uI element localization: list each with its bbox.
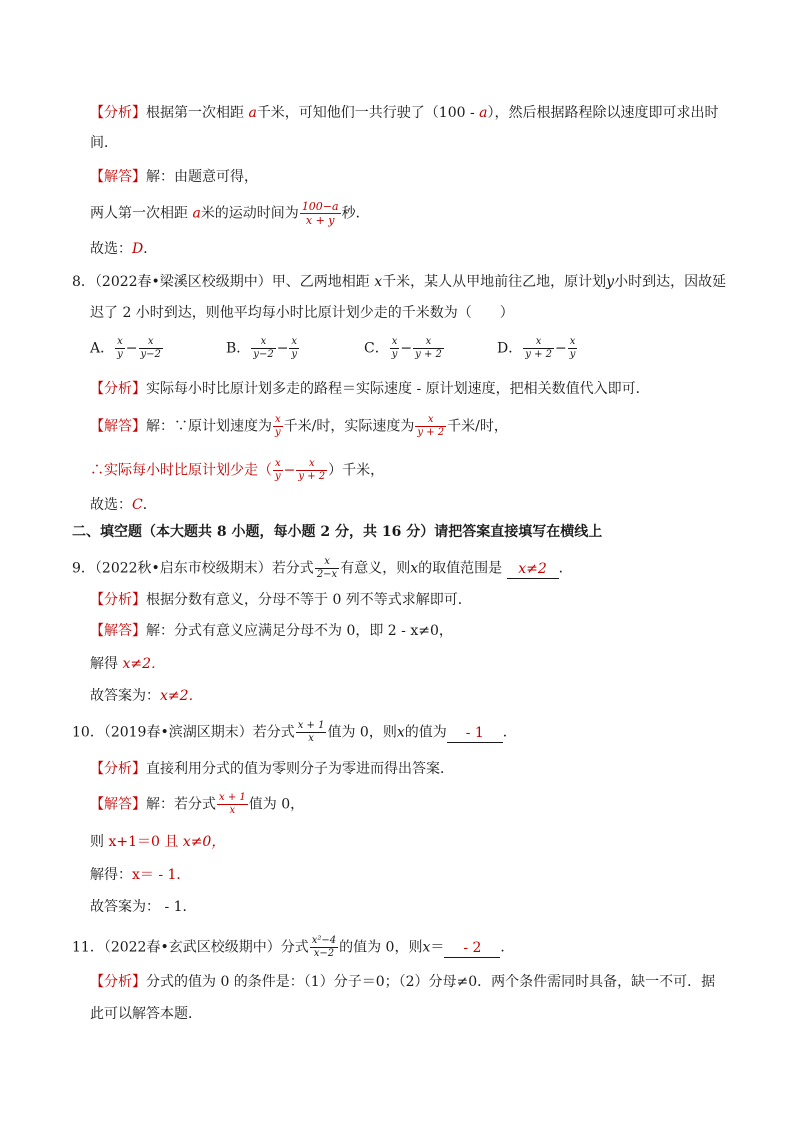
q7-choose-line: 故选：D． — [90, 241, 158, 257]
q9-stem-line: 9．（2022秋•启东市校级期末）若分式 $\frac{x}{2-x}$ 有意义，则x的取值范围是 x≠2 ． — [72, 556, 573, 580]
q7-time-line: 两人第一次相距 a米的运动时间为 $\frac{100-a}{x + y}$ 秒． — [90, 200, 370, 227]
q9-analysis-line: 【分析】根据分数有意义，分母不等于 0 列不等式求解即可． — [90, 592, 472, 608]
q10-analysis-line: 【分析】直接利用分式的值为零则分子为零进而得出答案． — [90, 761, 454, 777]
q8-stem-line2: 迟了 2 小时到达，则他平均每小时比原计划少走的千米数为（ ） — [90, 305, 514, 321]
q10-condition-line: 则 x+1＝0 且 x≠0， — [90, 834, 226, 850]
q11-analysis-line2: 此可以解答本题． — [90, 1006, 202, 1022]
q9-answer-blank[interactable]: x≠2 — [507, 560, 559, 579]
q8-option-b[interactable]: B． $\frac{x}{y-2}$ − $\frac{x}{y}$ — [226, 336, 298, 360]
q11-answer-blank[interactable]: - 2 — [444, 939, 500, 958]
q7-fraction: $\frac{100-a}{x + y}$ — [301, 200, 339, 227]
q10-final-line: 故答案为： - 1． — [90, 899, 197, 915]
q11-stem-line: 11．（2022春•玄武区校级期中）分式 $\frac{\text{x²−4}}{x-2}$ 的值为 0，则x＝ - 2 ． — [72, 935, 515, 959]
q10-answer-blank[interactable]: - 1 — [447, 724, 503, 743]
q9-solve-line: 解得 x≠2． — [90, 656, 165, 672]
q8-choose-line: 故选：C． — [90, 497, 157, 513]
q10-solve-line: 解得：x＝ - 1． — [90, 867, 191, 883]
q8-option-a[interactable]: A． $\frac{x}{y}$ − $\frac{x}{y-2}$ — [90, 336, 161, 360]
q8-option-d[interactable]: D． $\frac{x}{y + 2}$ − $\frac{x}{y}$ — [497, 336, 576, 360]
q9-answer-line: 【解答】解：分式有意义应满足分母不为 0，即 2 - x≠0， — [90, 623, 453, 639]
q8-analysis-line: 【分析】实际每小时比原计划多走的路程＝实际速度 - 原计划速度，把相关数值代入即可． — [90, 381, 650, 397]
q7-answer-line: 【解答】解：由题意可得， — [90, 169, 258, 185]
q7-analysis-line2: 间． — [90, 135, 118, 151]
q8-stem-line1: 8．（2022春•梁溪区校级期中）甲、乙两地相距 x千米，某人从甲地前往乙地，原计划y小时到达，因故延 — [72, 274, 727, 290]
q9-final-line: 故答案为：x≠2． — [90, 688, 203, 704]
answer-tag: 【解答】 — [90, 169, 146, 185]
section-heading: 二、填空题（本大题共 8 小题，每小题 2 分，共 16 分）请把答案直接填写在横线上 — [72, 524, 603, 540]
q8-therefore-line: ∴实际每小时比原计划少走（ $\frac{x}{y}$ − $\frac{x}{y + 2}$ ）千米， — [90, 458, 385, 482]
analysis-tag: 【分析】 — [90, 105, 146, 121]
q11-analysis-line1: 【分析】分式的值为 0 的条件是：（1）分子＝0；（2）分母≠0．两个条件需同时具备，缺一不可．据 — [90, 974, 716, 990]
q10-stem-line: 10．（2019春•滨湖区期末）若分式 $\frac{x + 1}{x}$ 值为 0，则x的值为 - 1 ． — [72, 720, 517, 744]
q8-option-c[interactable]: C． $\frac{x}{y}$ − $\frac{x}{y + 2}$ — [364, 336, 442, 360]
q10-answer-line: 【解答】解：若分式 $\frac{x + 1}{x}$ 值为 0， — [90, 792, 305, 816]
q7-analysis-line1: 【分析】根据第一次相距 a千米，可知他们一共行驶了（100 - a），然后根据路程除以速度即可求出时 — [90, 105, 719, 121]
q8-answer-line: 【解答】解：∵原计划速度为 $\frac{x}{y}$ 千米/时，实际速度为 $\frac{x}{y + 2}$ 千米/时， — [90, 414, 508, 438]
